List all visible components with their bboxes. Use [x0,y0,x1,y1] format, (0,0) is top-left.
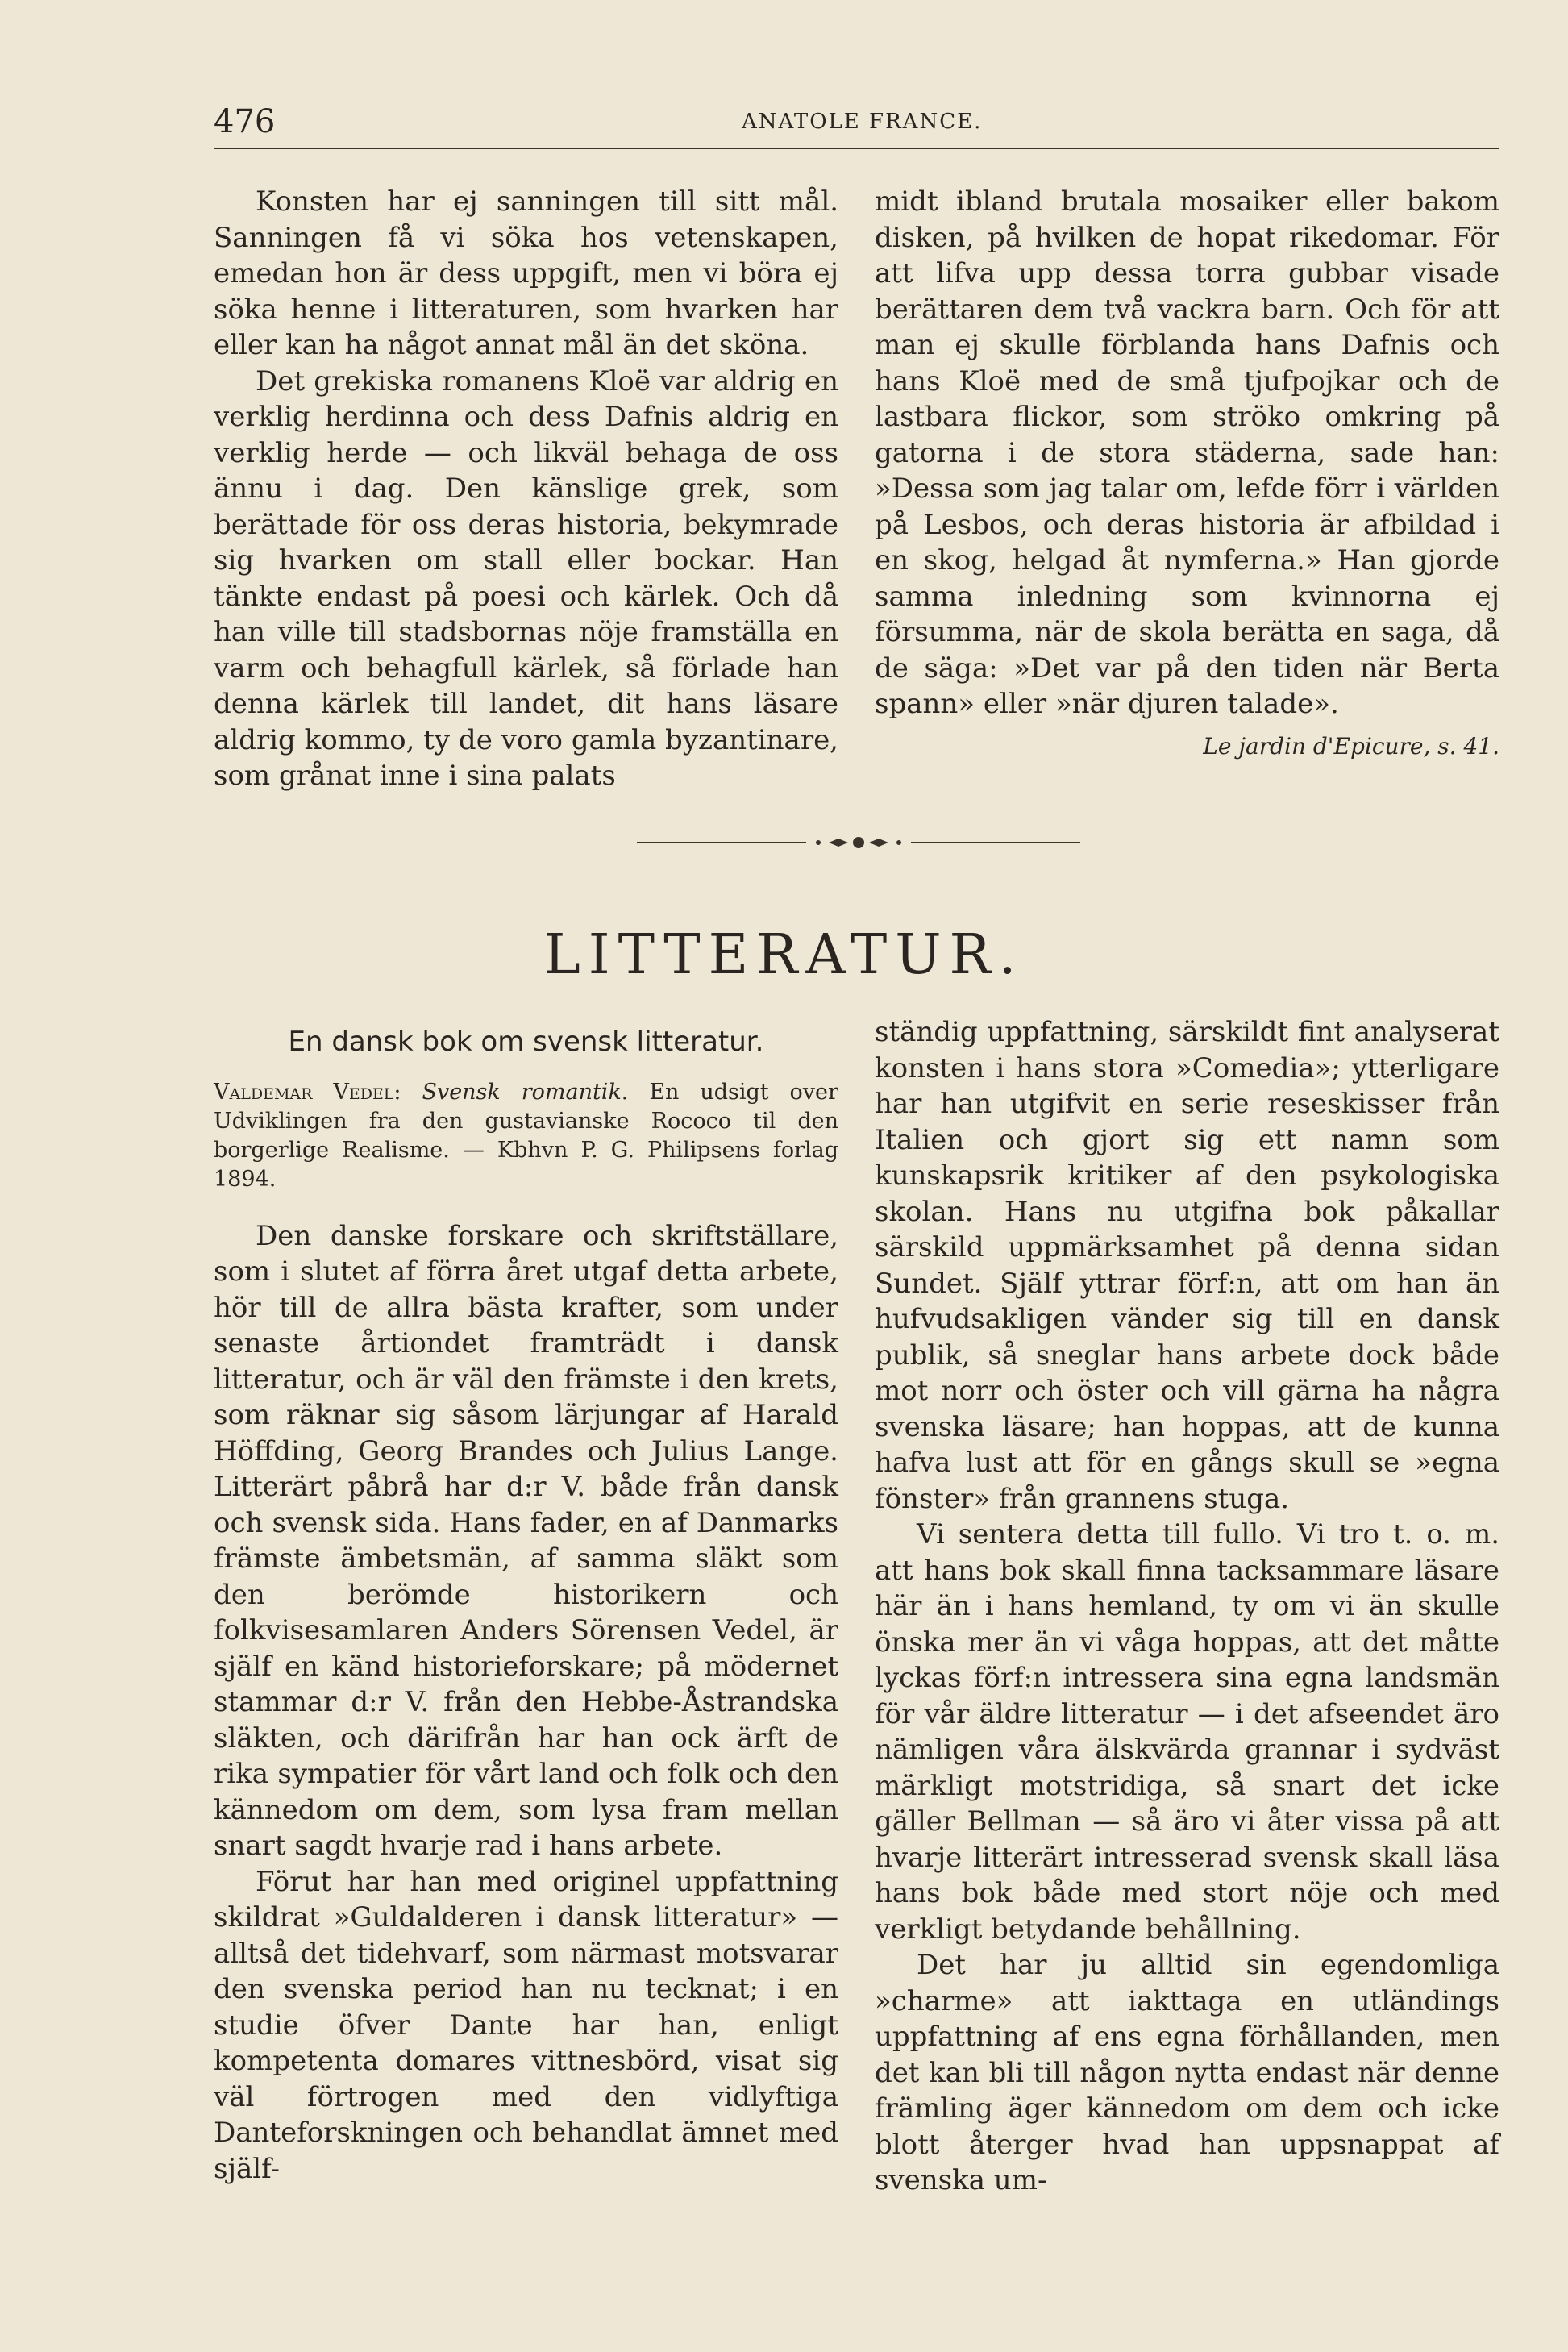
section-title: LITTERATUR. [543,923,1025,987]
paragraph: midt ibland brutala mosaiker eller bakom disken, på hvilken de hopat rikedomar. För att lifva upp dessa torra gubbar visade berättaren dem två vackra barn. Och för att man ej skulle förblanda hans Dafnis och hans Kloë med de små tjufpojkar och de lastbara flickor, som ströko omkring på gatorna i de stora städerna, sade han: »Dessa som jag talar om, lefde förr i världen på Lesbos, och deras historia är afbildad i en skog, helgad åt nymferna.» Han gjorde samma inledning som kvinnorna ej försumma, när de skola berätta en saga, då de säga: »Det var på den tiden när Berta spann» eller »när djuren talade». [875,185,1499,720]
paragraph: Konsten har ej sanningen till sitt mål. Sanningen få vi söka hos vetenskapen, emedan hon är dess uppgift, men vi böra ej söka henne i litteraturen, som hvarken har eller kan ha något annat mål än det sköna. [214,185,838,361]
page-header [214,103,1499,152]
paragraph: Förut har han med originel uppfattning skildrat »Guldalderen i dansk litteratur» — alltså det tidehvarf, som närmast motsvarar den svenska period han nu tecknat; i en studie öfver Dante har han, enligt kompetenta domares vittnesbörd, visat sig väl förtrogen med den vidlyftiga Danteforskningen och behandlat ämnet med själf- [214,1865,838,2185]
article-right-column [875,1014,1499,2199]
book-author: Valdemar Vedel: [214,1079,401,1105]
paragraph: Vi sentera detta till fullo. Vi tro t. o. m. att hans bok skall finna tacksammare läsare här än i hans hemland, ty om vi än skulle önska mer än vi våga hoppas, att det måtte lyckas förf:n intressera sina egna landsmän för vår äldre litteratur — i det afseendet äro nämligen våra älskvärda grannar i sydväst märkligt motstridiga, så snart det icke gäller Bellman — så äro vi åter vissa på att hvarje litterärt intresserad svensk skall läsa hans bok både med stort nöje och med verkligt betydande behållning. [875,1518,1499,1946]
page-number: 476 [214,103,276,140]
bibliographic-reference [214,1078,838,1194]
top-right-column [875,184,1499,764]
book-title: Svensk romantik. [422,1079,629,1105]
book-details: En udsigt over Udviklingen fra den gustavianske Rococo til den borgerlige Realisme. — Kbhvn P. G. Philipsens forlag 1894. [214,1079,838,1192]
header-rule [214,148,1499,149]
paragraph: Det grekiska romanens Kloë var aldrig en verklig herdinna och dess Dafnis aldrig en verklig herde — och likväl behaga de oss ännu i dag. Den känslige grek, som berättade för oss deras historia, bekymrade sig hvarken om stall eller bockar. Han tänkte endast på poesi och kärlek. Och då han ville till stadsbornas nöje framställa en varm och behagfull kärlek, så förlade han denna kärlek till landet, dit hans läsare aldrig kommo, ty de voro gamla byzantinare, som grånat inne i sina palats [214,364,838,792]
paragraph: Den danske forskare och skriftställare, som i slutet af förra året utgaf detta arbete, hör till de allra bästa krafter, som under senaste årtiondet framträdt i dansk litteratur, och är väl den främste i den krets, som räknar sig såsom lärjungar af Harald Höffding, Georg Brandes och Julius Lange. Litterärt påbrå har d:r V. både från dansk och svensk sida. Hans fader, en af Danmarks främste ämbetsmän, af samma släkt som den berömde historikern och folkvisesamlaren Anders Sörensen Vedel, är själf en känd historieforskare; på mödernet stammar d:r V. från den Hebbe-Åstrandska släkten, och därifrån har han ock ärft de rika sympatier för vårt land och folk och den kännedom om dem, som lysa fram mellan snart sagdt hvarje rad i hans arbete. [214,1219,838,1862]
running-head: ANATOLE FRANCE. [742,110,983,134]
article-left-column [214,1024,838,2187]
ornamental-divider [637,830,1080,855]
article-heading: En dansk bok om svensk litteratur. [288,1026,764,1058]
top-left-column [214,184,838,794]
citation: Le jardin d'Epicure, s. 41. [1203,732,1499,760]
paragraph: Det har ju alltid sin egendomliga »charme» att iakttaga en utländings uppfattning af ens egna förhållanden, men det kan bli till någon nytta endast när denne främling äger kännedom om dem och icke blott återger hvad han uppsnappat af svenska um- [875,1949,1499,2196]
paragraph: ständig uppfattning, särskildt fint analyserat konsten i hans stora »Comedia»; ytterligare har han utgifvit en serie reseskisser från Italien och gjort sig ett namn som kunskapsrik kritiker af den psykologiska skolan. Hans nu utgifna bok påkallar särskild uppmärksamhet på denna sidan Sundet. Själf yttrar förf:n, att om han än hufvudsakligen vänder sig till en dansk publik, så sneglar hans arbete dock både mot norr och öster och vill gärna ha några svenska läsare; han hoppas, att de kunna hafva lust att för en gångs skull se »egna fönster» från grannens stuga. [875,1016,1499,1515]
